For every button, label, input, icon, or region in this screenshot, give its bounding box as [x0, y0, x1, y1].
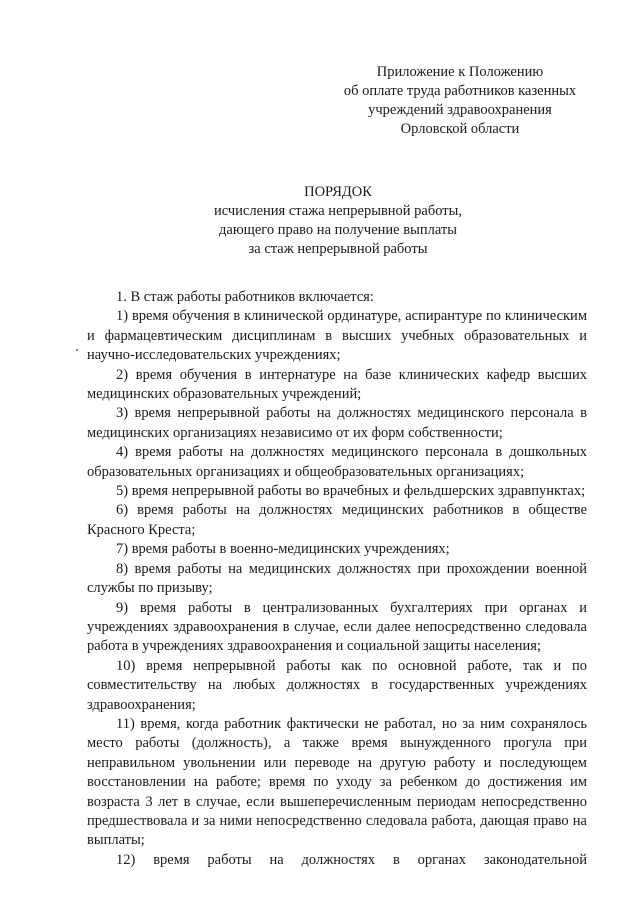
appendix-line: Орловской области — [400, 121, 520, 137]
list-item: 4) время работы на должностях медицинского персонала в дошкольных образовательных организациях и общеобразовательных организациях; — [87, 444, 587, 480]
appendix-line: Приложение к Положению — [376, 64, 544, 80]
title-subtitle-line: за стаж непрерывной работы — [248, 241, 428, 257]
list-item: 3) время непрерывной работы на должностях медицинского персонала в медицинских организациях независимо от их форм собственности; — [87, 405, 587, 441]
list-item: 5) время непрерывной работы во врачебных и фельдшерских здравпунктах; — [116, 483, 586, 500]
title-heading: ПОРЯДОК — [304, 184, 372, 200]
list-item: 2) время обучения в интернатуре на базе клинических кафедр высших медицинских образовательных учреждений; — [87, 366, 587, 403]
appendix-line: учреждений здравоохранения — [368, 102, 552, 118]
list-item: 10) время непрерывной работы как по основной работе, так и по совместительству на любых должностях в государственных учреждениях здравоохранения; — [87, 657, 587, 713]
list-item: 9) время работы в централизованных бухгалтериях при органах и учреждениях здравоохранения в случае, если далее непосредственно следовала работа в учреждениях здравоохранения и социальной защиты населения; — [87, 599, 587, 655]
scan-speck — [76, 349, 78, 351]
list-item: 11) время, когда работник фактически не работал, но за ним сохранялось место работы (должность), а также время вынужденного прогула при неправильном увольнении или переводе на другую работу и последующем восстановлении на работе; время по уходу за ребенком до достижения им возраста 3 лет в случае, если вышеперечисленным периодам непосредственно предшествовала и за ними непосредственно следовала работа, дающая право на выплаты; — [87, 715, 587, 849]
list-item: 1) время обучения в клинической ординатуре, аспирантуре по клиническим и фармацевтическим дисциплинам в высших учебных образовательных и научно-исследовательских учреждениях; — [87, 308, 587, 364]
title-subtitle-line: дающего право на получение выплаты — [219, 222, 457, 238]
list-item: 7) время работы в военно-медицинских учреждениях; — [116, 541, 450, 558]
document-body — [87, 288, 587, 870]
list-item: 8) время работы на медицинских должностях при прохождении военной службы по призыву; — [87, 560, 587, 597]
list-item: 12) время работы на должностях в органах законодательной — [116, 851, 587, 868]
intro-paragraph: 1. В стаж работы работников включается: — [116, 289, 374, 305]
appendix-line: об оплате труда работников казенных — [343, 83, 577, 99]
title-subtitle-line: исчисления стажа непрерывной работы, — [213, 203, 463, 219]
document-title — [88, 183, 588, 259]
appendix-header — [330, 63, 590, 139]
list-item: 6) время работы на должностях медицинских работников в обществе Красного Креста; — [87, 502, 587, 538]
